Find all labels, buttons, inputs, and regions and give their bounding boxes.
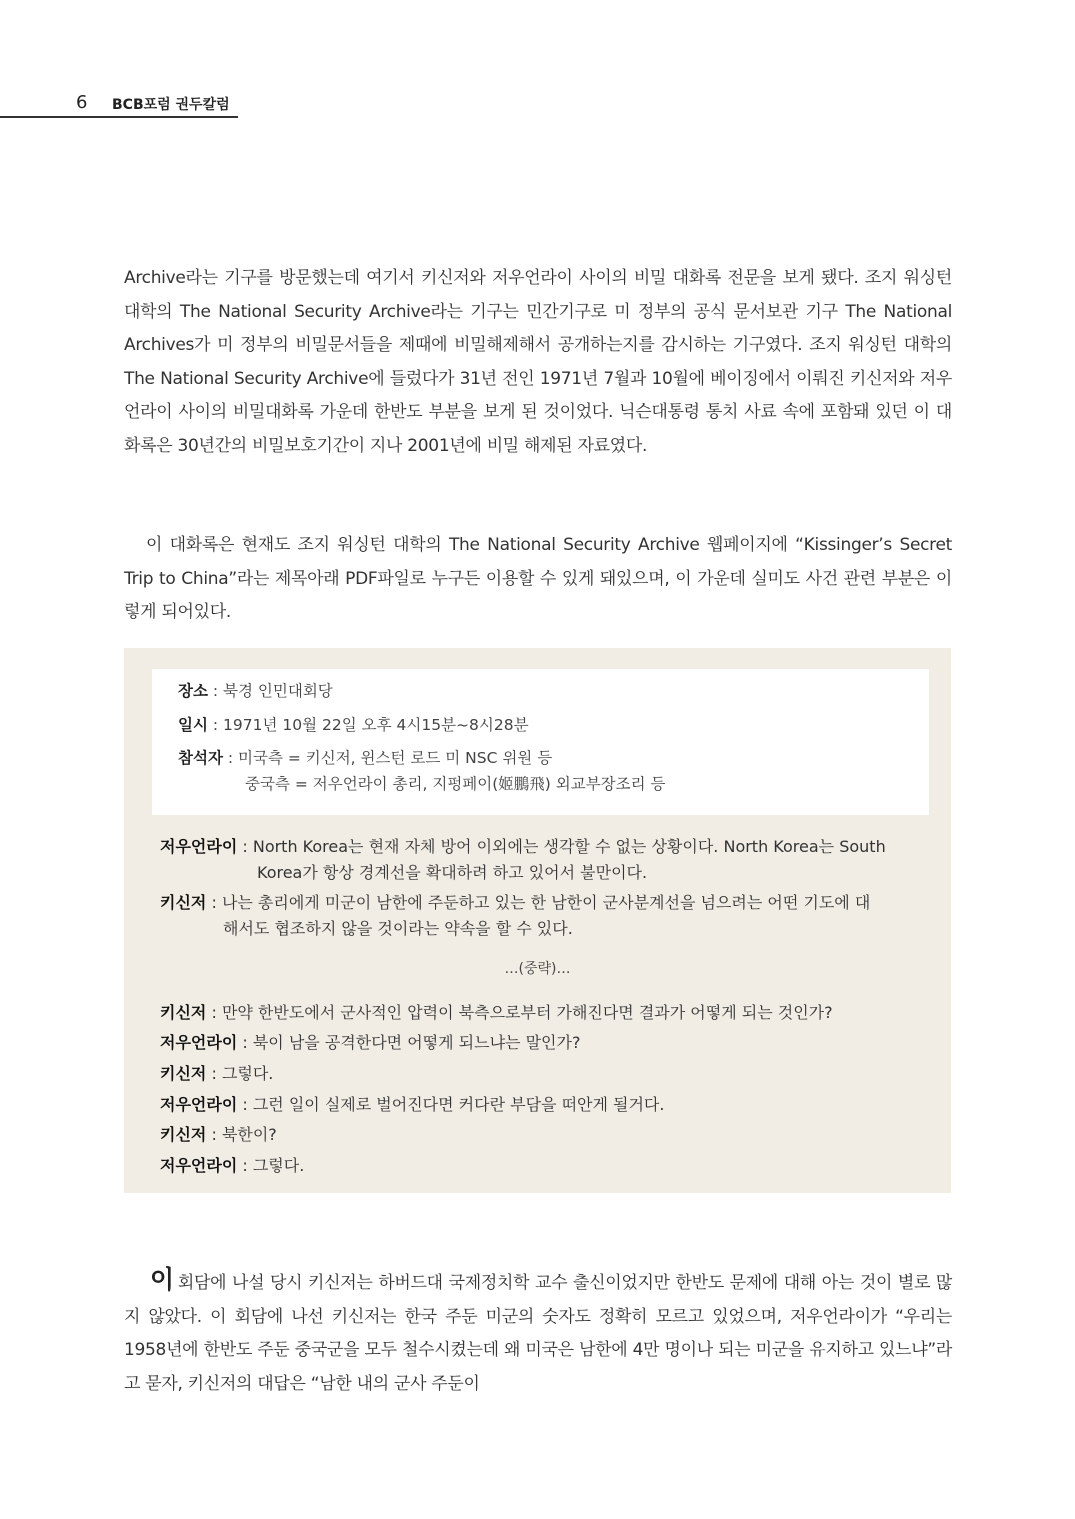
body-paragraph-2: 이 대화록은 현재도 조지 워싱턴 대학의 The National Security Archive 웹페이지에 “Kissinger’s Secret Trip to China”라는 제목아래 PDF파일로 누구든 이용할 수 있게 돼있으며, 이 가운데 실미도 사건 관련 부분은 이렇게 되어있다.	[124, 535, 952, 622]
utterance: : 그렇다.	[206, 1064, 274, 1083]
date-label: 일시	[178, 716, 208, 734]
meeting-attendees-us	[178, 746, 552, 768]
utterance: : North Korea는 현재 자체 방어 이외에는 생각할 수 없는 상황이다. North Korea는 South	[237, 837, 886, 856]
speaker: 키신저	[160, 1064, 207, 1083]
dialogue-line	[160, 834, 920, 886]
speaker: 키신저	[160, 1003, 207, 1022]
meeting-attendees-cn: 중국측 = 저우언라이 총리, 지펑페이(姬鵬飛) 외교부장조리 등	[245, 775, 666, 793]
meeting-info-box	[152, 669, 929, 815]
body-paragraph-3	[124, 1263, 952, 1401]
paragraph-3-text: 회담에 나설 당시 키신저는 하버드대 국제정치학 교수 출신이었지만 한반도 문제에 대해 아는 것이 별로 많지 않았다. 이 회담에 나선 키신저는 한국 주둔 미군의 숫자도 정확히 모르고 있었으며, 저우언라이가 “우리는 1958년에 한반도 주둔 중국군을 모두 철수시켰는데 왜 미국은 남한에 4만 명이나 되는 미군을 유지하고 있느냐”라고 묻자, 키신저의 대답은 “남한 내의 군사 주둔이	[124, 1273, 952, 1394]
dialogue-line	[160, 1153, 920, 1179]
speaker: 키신저	[160, 893, 207, 912]
section-title: BCB포럼 권두칼럼	[112, 97, 230, 113]
utterance: : 그렇다.	[237, 1156, 305, 1175]
utterance: : 북이 남을 공격한다면 어떻게 되느냐는 말인가?	[237, 1033, 581, 1052]
speaker: 저우언라이	[160, 1156, 238, 1175]
speaker: 저우언라이	[160, 837, 238, 856]
drop-cap: 이	[150, 1265, 174, 1294]
dialogue-line	[160, 890, 920, 942]
date-value: : 1971년 10월 22일 오후 4시15분~8시28분	[207, 716, 529, 734]
speaker: 저우언라이	[160, 1033, 238, 1052]
place-value: : 북경 인민대회당	[207, 682, 333, 700]
omission-marker: …(중략)…	[504, 961, 571, 977]
utterance-continued: Korea가 항상 경계선을 확대하려 하고 있어서 불만이다.	[257, 863, 648, 882]
speaker: 저우언라이	[160, 1095, 238, 1114]
dialogue-line	[160, 1030, 920, 1056]
utterance: : 그런 일이 실제로 벌어진다면 커다란 부담을 떠안게 될거다.	[237, 1095, 665, 1114]
utterance: : 만약 한반도에서 군사적인 압력이 북측으로부터 가해진다면 결과가 어떻게 되는 것인가?	[206, 1003, 833, 1022]
dialogue-line	[160, 1061, 920, 1087]
place-label: 장소	[178, 682, 208, 700]
page-header	[0, 92, 240, 118]
utterance: : 북한이?	[206, 1125, 277, 1144]
transcript-box	[124, 648, 951, 1193]
attendees-us-value: : 미국측 = 키신저, 윈스턴 로드 미 NSC 위원 등	[222, 749, 553, 767]
dialogue-line	[160, 1122, 920, 1148]
dialogue-line	[160, 1092, 920, 1118]
speaker: 키신저	[160, 1125, 207, 1144]
utterance-continued: 해서도 협조하지 않을 것이라는 약속을 할 수 있다.	[223, 919, 573, 938]
page-number: 6	[76, 92, 88, 113]
header-rule	[0, 116, 238, 118]
meeting-date	[178, 713, 529, 735]
dialogue-line	[160, 1000, 920, 1026]
attendees-label: 참석자	[178, 749, 223, 767]
meeting-place	[178, 679, 333, 701]
utterance: : 나는 총리에게 미군이 남한에 주둔하고 있는 한 남한이 군사분계선을 넘으려는 어떤 기도에 대	[206, 893, 871, 912]
body-paragraph-1: Archive라는 기구를 방문했는데 여기서 키신저와 저우언라이 사이의 비밀 대화록 전문을 보게 됐다. 조지 워싱턴 대학의 The National Security Archive라는 기구는 민간기구로 미 정부의 공식 문서보관 기구 The National Archives가 미 정부의 비밀문서들을 제때에 비밀해제해서 공개하는지를 감시하는 기구였다. 조지 워싱턴 대학의 The National Security Archive에 들렀다가 31년 전인 1971년 7월과 10월에 베이징에서 이뤄진 키신저와 저우언라이 사이의 비밀대화록 가운데 한반도 부분을 보게 된 것이었다. 닉슨대통령 통치 사료 속에 포함돼 있던 이 대화록은 30년간의 비밀보호기간이 지나 2001년에 비밀 해제된 자료였다.	[124, 268, 952, 456]
